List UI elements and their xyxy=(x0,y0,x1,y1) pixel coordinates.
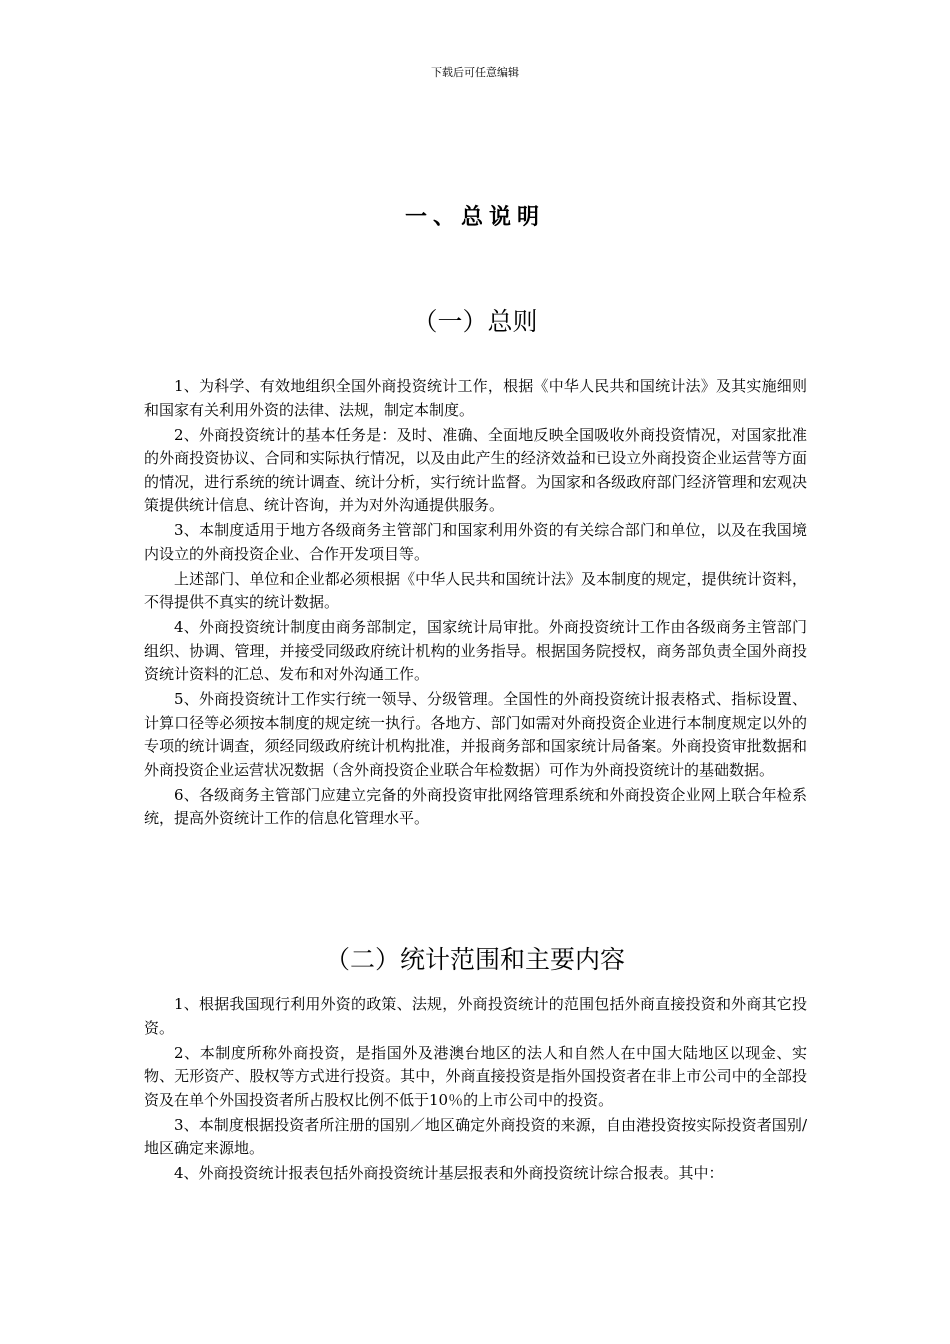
section-title-general-rules: （一）总则 xyxy=(412,307,538,336)
document-title: 一、总说明 xyxy=(404,205,545,230)
section-title-scope-and-content: （二）统计范围和主要内容 xyxy=(324,945,625,974)
page-header-note: 下载后可任意编辑 xyxy=(431,66,519,79)
paragraph: 3、本制度根据投资者所注册的国别／地区确定外商投资的来源，自由港投资按实际投资者国别/地区确定来源地。 xyxy=(144,1115,807,1157)
section-body-scope-and-content xyxy=(144,993,807,1186)
paragraph: 上述部门、单位和企业都必须根据《中华人民共和国统计法》及本制度的规定，提供统计资料，不得提供不真实的统计数据。 xyxy=(144,569,807,611)
section-body-general-rules xyxy=(144,375,807,831)
paragraph: 6、各级商务主管部门应建立完备的外商投资审批网络管理系统和外商投资企业网上联合年检系统，提高外资统计工作的信息化管理水平。 xyxy=(144,785,807,827)
paragraph: 4、外商投资统计制度由商务部制定，国家统计局审批。外商投资统计工作由各级商务主管部门组织、协调、管理，并接受同级政府统计机构的业务指导。根据国务院授权，商务部负责全国外商投资统计资料的汇总、发布和对外沟通工作。 xyxy=(144,618,807,683)
paragraph: 3、本制度适用于地方各级商务主管部门和国家利用外资的有关综合部门和单位，以及在我国境内设立的外商投资企业、合作开发项目等。 xyxy=(144,521,807,563)
paragraph: 2、本制度所称外商投资，是指国外及港澳台地区的法人和自然人在中国大陆地区以现金、实物、无形资产、股权等方式进行投资。其中，外商直接投资是指外国投资者在非上市公司中的全部投资及在单个外国投资者所占股权比例不低于10％的上市公司中的投资。 xyxy=(144,1043,807,1109)
paragraph: 2、外商投资统计的基本任务是：及时、准确、全面地反映全国吸收外商投资情况，对国家批准的外商投资协议、合同和实际执行情况，以及由此产生的经济效益和已设立外商投资企业运营等方面的情况，进行系统的统计调查、统计分析，实行统计监督。为国家和各级政府部门经济管理和宏观决策提供统计信息、统计咨询，并为对外沟通提供服务。 xyxy=(144,425,807,514)
paragraph: 4、外商投资统计报表包括外商投资统计基层报表和外商投资统计综合报表。其中： xyxy=(174,1164,724,1182)
paragraph: 1、为科学、有效地组织全国外商投资统计工作，根据《中华人民共和国统计法》及其实施细则和国家有关利用外资的法律、法规，制定本制度。 xyxy=(144,377,807,419)
paragraph: 5、外商投资统计工作实行统一领导、分级管理。全国性的外商投资统计报表格式、指标设置、计算口径等必须按本制度的规定统一执行。各地方、部门如需对外商投资企业进行本制度规定以外的专项的统计调查，须经同级政府统计机构批准，并报商务部和国家统计局备案。外商投资审批数据和外商投资企业运营状况数据（含外商投资企业联合年检数据）可作为外商投资统计的基础数据。 xyxy=(144,690,807,779)
paragraph: 1、根据我国现行利用外资的政策、法规，外商投资统计的范围包括外商直接投资和外商其它投资。 xyxy=(144,995,807,1037)
